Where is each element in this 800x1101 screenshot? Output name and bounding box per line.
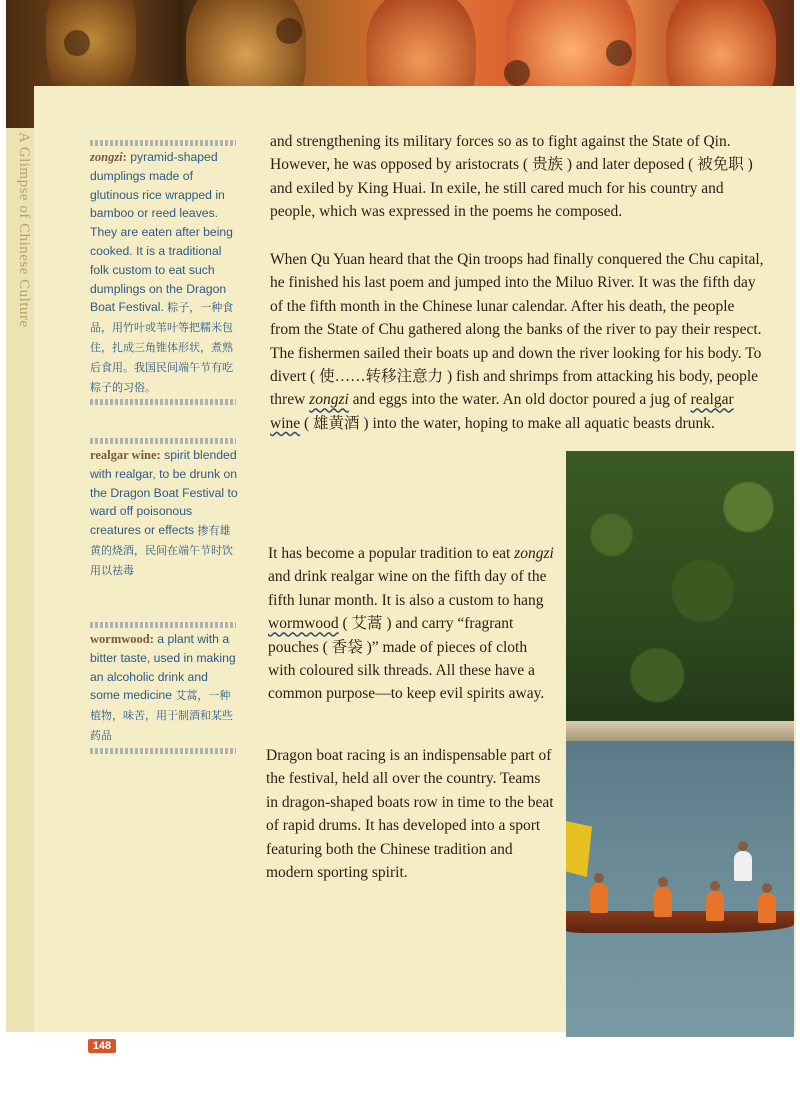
glossary-chinese: 掺有雄黄的烧酒，民间在端午节时饮用以祛毒: [90, 524, 233, 577]
glossary-definition: a plant with a bitter taste, used in making an alcoholic drink and some medicine: [90, 632, 236, 703]
glossary-entry-zongzi: zongzi: pyramid-shaped dumplings made of glutinous rice wrapped in bamboo or reed leaves. They are eaten after being cooked. It is a traditional folk custom to eat such dumplings on the Dragon Boat Festival. 粽子，一种食品，用竹叶或苇叶等把糯米包住，扎成三角锥体形状，煮熟后食用。我国民间端午节有吃粽子的习俗。: [90, 138, 238, 407]
dragon-boat-photo: [566, 451, 794, 1037]
wavy-divider: [90, 438, 236, 444]
wavy-divider: [90, 399, 236, 405]
wavy-divider: [90, 140, 236, 146]
glossary-entry-realgar-wine: realgar wine: spirit blended with realgar, to be drunk on the Dragon Boat Festival to ward off poisonous creatures or effects 掺有雄黄的烧酒，民间在端午节时饮用以祛毒: [90, 436, 238, 581]
glossary-term: wormwood: [90, 632, 150, 646]
glossary-chinese: 粽子，一种食品，用竹叶或苇叶等把糯米包住，扎成三角锥体形状，煮熟后食用。我国民间端午节有吃粽子的习俗。: [90, 301, 234, 394]
wavy-divider: [90, 622, 236, 628]
glossary-definition: pyramid-shaped dumplings made of glutinous rice wrapped in bamboo or reed leaves. They are eaten after being cooked. It is a traditional folk custom to eat such dumplings on the Dragon Boat Festival.: [90, 150, 233, 315]
glossary-chinese: 艾蒿，一种植物，味苦，用于制酒和某些药品: [90, 689, 233, 742]
paragraph-4: Dragon boat racing is an indispensable part of the festival, held all over the country. Teams in dragon-shaped boats row in time to the beat of rapid drums. It has developed into a sport featuring both the Chinese tradition and modern sporting spirit.: [266, 747, 554, 882]
paragraph-2: When Qu Yuan heard that the Qin troops had finally conquered the Chu capital, he finished his last poem and jumped into the Miluo River. It was the fifth day of the fifth month in the Chinese lunar calendar. After his death, the people from the State of Chu gathered along the banks of the river to pay their respect. The fishermen sailed their boats up and down the river looking for his body. To divert ( 使……转移注意力 ) fish and shrimps from attacking his body, people threw zongzi and eggs into the water. An old doctor poured a jug of realgar wine ( 雄黄酒 ) into the water, hoping to make all aquatic beasts drunk.: [270, 251, 764, 432]
glossary-term: realgar wine: [90, 448, 157, 462]
glossary-entry-wormwood: wormwood: a plant with a bitter taste, used in making an alcoholic drink and some medicine 艾蒿，一种植物，味苦，用于制酒和某些药品: [90, 620, 238, 756]
glossary-term: zongzi: [90, 150, 123, 164]
term-realgar-wine: realgar wine: [270, 391, 734, 432]
paragraph-3: It has become a popular tradition to eat zongzi and drink realgar wine on the fifth day of the fifth lunar month. It is also a custom to hang wormwood ( 艾蒿 ) and carry “fragrant pouches ( 香袋 )” made of pieces of cloth with coloured silk threads. All these have a common purpose—to keep evil spirits away.: [268, 545, 554, 703]
term-zongzi-2: zongzi: [514, 545, 554, 562]
paragraph-1: and strengthening its military forces so as to fight against the State of Qin. However, he was opposed by aristocrats ( 贵族 ) and later deposed ( 被免职 ) and exiled by King Huai. In exile, he still cared much for his country and people, which was expressed in the poems he composed.: [270, 133, 753, 221]
glossary-definition: spirit blended with realgar, to be drunk on the Dragon Boat Festival to ward off poisonous creatures or effects: [90, 448, 238, 538]
term-zongzi: zongzi: [309, 391, 349, 409]
page-number: 148: [88, 1039, 116, 1053]
wavy-divider: [90, 748, 236, 754]
term-wormwood: wormwood: [268, 615, 339, 633]
side-title: A Glimpse of Chinese Culture: [16, 132, 32, 328]
